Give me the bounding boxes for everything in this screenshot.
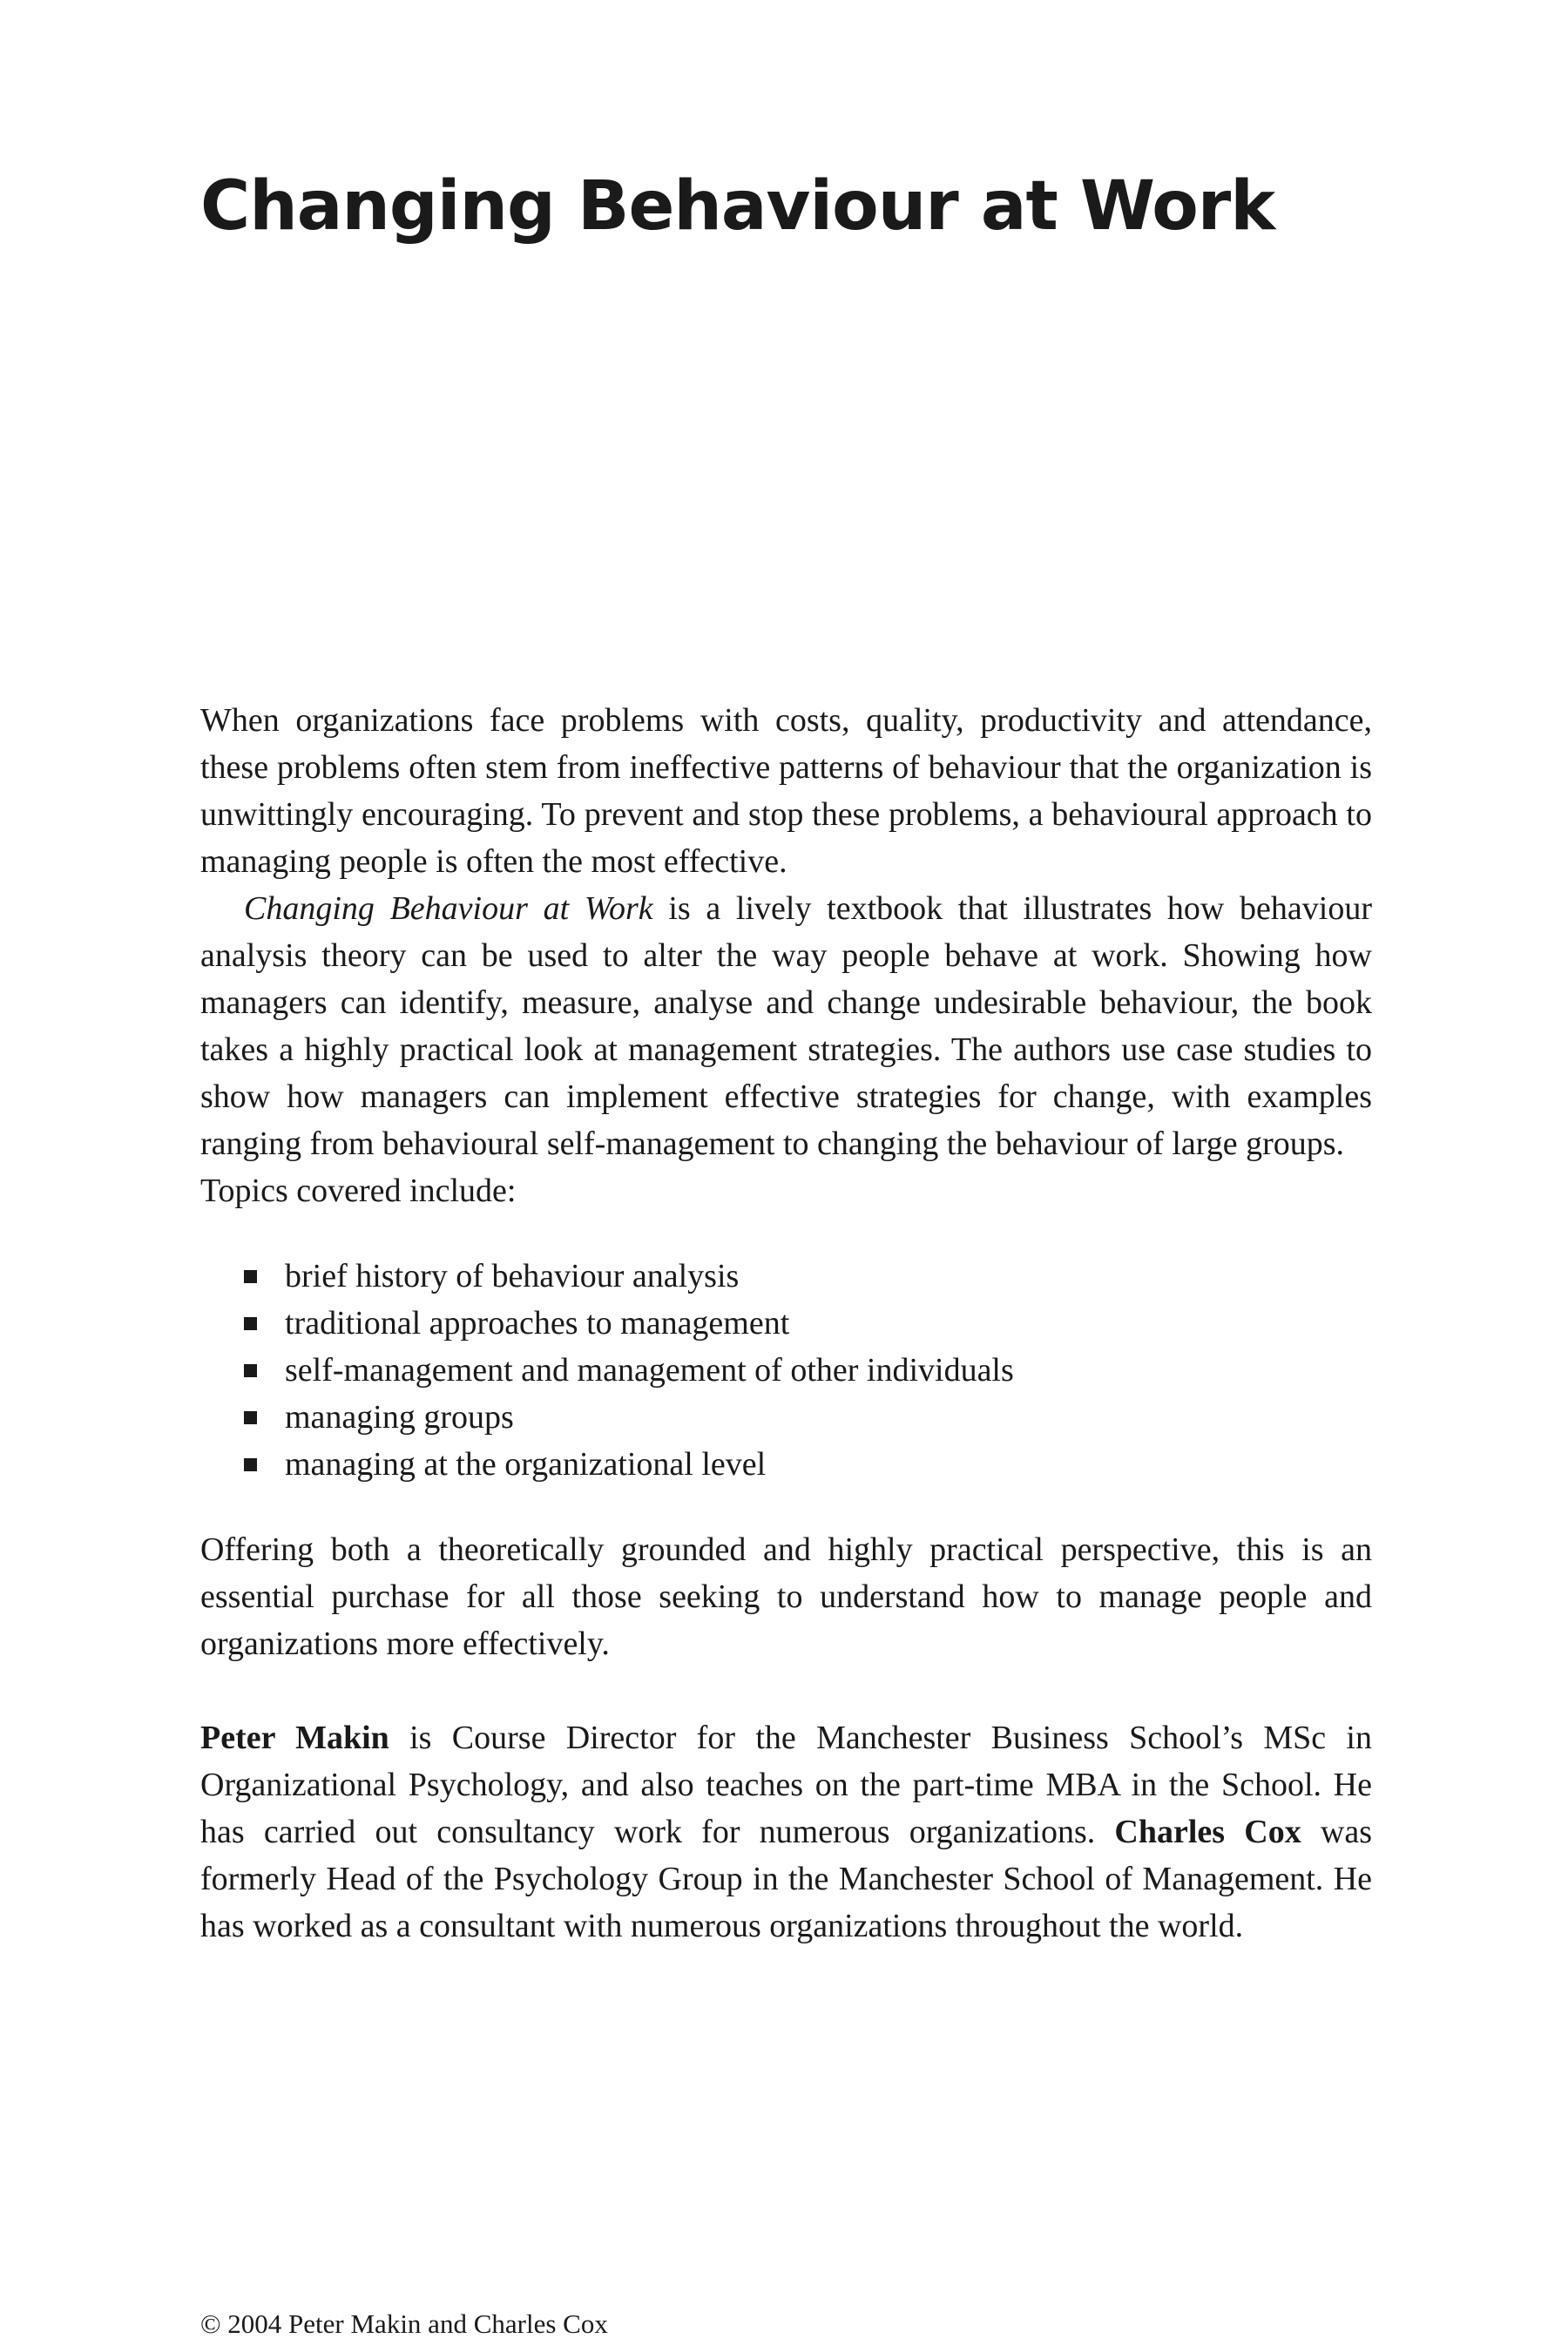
intro-paragraph: When organizations face problems with costs, quality, productivity and attendance, these problems often stem from ineffective patterns of behaviour that the organization is unwittingly encouraging. To prevent and stop these problems, a behavioural approach to managing people is often the most effective. — [200, 702, 1372, 880]
topics-intro: Topics covered include: — [200, 1173, 517, 1209]
book-title-italic: Changing Behaviour at Work — [244, 890, 653, 927]
closing-paragraph: Offering both a theoretically grounded and highly practical perspective, this is an essential purchase for all those seeking to understand how to manage people and organizations more effectively. — [200, 1531, 1372, 1662]
author-bio-text: is Course Director for the Manchester Business School’s MSc in Organizational Psychology, and also teaches on the part-time MBA in the School. He has carried out consultancy work for numerous organizations. — [200, 1720, 1372, 1850]
paragraph-spacer — [200, 1667, 1372, 1714]
page-title: Changing Behaviour at Work — [200, 167, 1275, 246]
list-item — [244, 1394, 1372, 1441]
square-bullet-icon — [244, 1364, 257, 1377]
topic-list — [200, 1253, 1372, 1488]
author-name-peter-makin: Peter Makin — [200, 1720, 389, 1756]
blurb-body — [200, 697, 1372, 1950]
author-name-charles-cox: Charles Cox — [1114, 1814, 1301, 1850]
topic-text: brief history of behaviour analysis — [285, 1258, 740, 1294]
square-bullet-icon — [244, 1411, 257, 1424]
topic-text: traditional approaches to management — [285, 1305, 790, 1342]
list-item — [244, 1253, 1372, 1300]
list-item — [244, 1300, 1372, 1347]
description-paragraph — [200, 885, 1372, 1167]
copyright-notice: © 2004 Peter Makin and Charles Cox — [200, 2308, 608, 2339]
square-bullet-icon — [244, 1458, 257, 1471]
square-bullet-icon — [244, 1270, 257, 1283]
square-bullet-icon — [244, 1317, 257, 1330]
description-text: is a lively textbook that illustrates how behaviour analysis theory can be used to alter the way people behave at work. Showing how managers can identify, measure, analyse and change undesirable behaviour, the book takes a highly practical look at management strategies. The authors use case studies to show how managers can implement effective strategies for change, with examples ranging from behavioural self-management to changing the behaviour of large groups. — [200, 890, 1372, 1162]
author-bio-text: was formerly Head of the Psychology Group in the Manchester School of Management. He has worked as a consultant with numerous organizations throughout the world. — [200, 1814, 1372, 1944]
topic-text: managing at the organizational level — [285, 1446, 767, 1483]
topic-text: self-management and management of other individuals — [285, 1352, 1014, 1389]
list-item — [244, 1347, 1372, 1394]
list-item — [244, 1441, 1372, 1488]
author-bio-paragraph — [200, 1714, 1372, 1950]
topic-text: managing groups — [285, 1399, 514, 1436]
